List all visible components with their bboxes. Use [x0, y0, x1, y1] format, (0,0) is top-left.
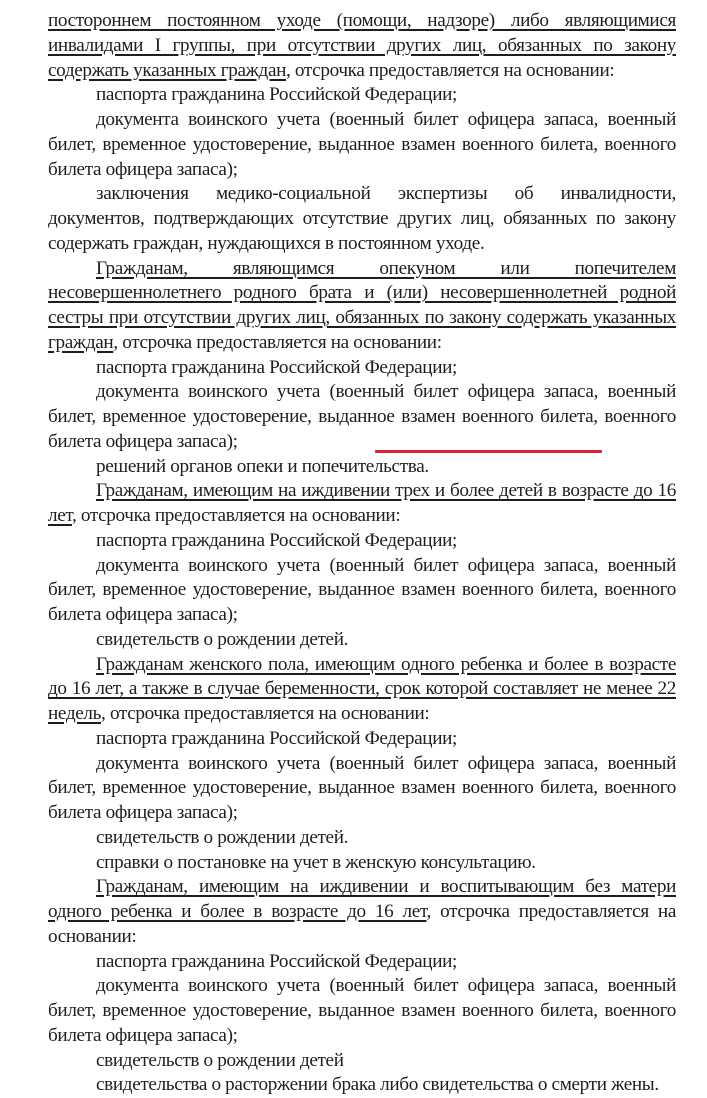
list-item: паспорта гражданина Российской Федерации;: [96, 84, 458, 106]
paragraph-rest: , отсрочка предоставляется на основании:: [101, 703, 430, 724]
list-item: свидетельств о рождении детей: [96, 1049, 344, 1071]
paragraph-single-father: [48, 875, 676, 949]
list-item: заключения медико-социальной экспертизы об инвалидности, документов, подтверждающих отсутствие других лиц, обязанных по закону содержать граждан, нуждающихся в постоянном уходе.: [48, 183, 676, 254]
paragraph-guardian: [48, 257, 676, 356]
list-item: свидетельства о расторжении брака либо свидетельства о смерти жены.: [96, 1074, 659, 1096]
paragraph-disabled-care: [48, 9, 676, 83]
list-item: документа воинского учета (военный билет офицера запаса, военный билет, временное удостоверение, выданное взамен военного билета, военного билета офицера запаса);: [48, 752, 676, 823]
paragraph-female-citizens: [48, 653, 676, 727]
paragraph-rest: , отсрочка предоставляется на основании:: [286, 59, 615, 81]
list-item: документа воинского учета (военный билет офицера запаса, военный билет, временное удостоверение, выданное взамен военного билета, военного билета офицера запаса);: [48, 109, 676, 180]
paragraph-rest: , отсрочка предоставляется на основании:: [71, 505, 401, 526]
paragraph-rest: , отсрочка предоставляется на основании:: [48, 901, 676, 947]
list-item: свидетельств о рождении детей.: [96, 826, 349, 848]
list-item: паспорта гражданина Российской Федерации;: [96, 950, 458, 972]
list-item: паспорта гражданина Российской Федерации;: [96, 727, 458, 749]
paragraph-rest: , отсрочка предоставляется на основании:: [113, 331, 442, 353]
list-item: паспорта гражданина Российской Федерации;: [96, 529, 458, 551]
list-item: документа воинского учета (военный билет офицера запаса, военный билет, временное удостоверение, выданное взамен военного билета, военного билета офицера запаса);: [48, 975, 676, 1046]
list-item: паспорта гражданина Российской Федерации;: [96, 356, 458, 378]
red-highlight-underline: [375, 450, 602, 453]
list-item: решений органов опеки и попечительства.: [96, 455, 429, 477]
underlined-condition: Гражданам, имеющим на иждивении трех и более детей в возрасте до 16 лет: [48, 480, 676, 526]
list-item: справки о постановке на учет в женскую консультацию.: [96, 851, 536, 873]
underlined-condition: Гражданам, имеющим на иждивении и воспитывающим без матери одного ребенка и более в возрасте до 16 лет: [48, 876, 676, 922]
list-item: свидетельств о рождении детей.: [96, 628, 349, 650]
underlined-condition: Гражданам женского пола, имеющим одного ребенка и более в возрасте до 16 лет, а также в случае беременности, срок которой составляет не менее 22 недель: [48, 653, 676, 724]
list-item: документа воинского учета (военный билет офицера запаса, военный билет, временное удостоверение, выданное взамен военного билета, военного билета офицера запаса);: [48, 381, 676, 452]
list-item: документа воинского учета (военный билет офицера запаса, военный билет, временное удостоверение, выданное взамен военного билета, военного билета офицера запаса);: [48, 554, 676, 625]
underlined-condition: постороннем постоянном уходе (помощи, надзоре) либо являющимися инвалидами I группы, при отсутствии других лиц, обязанных по закону содержать указанных граждан: [48, 10, 676, 81]
document-page: [48, 9, 676, 1098]
underlined-condition: Гражданам, являющимся опекуном или попечителем несовершеннолетнего родного брата и (или) несовершеннолетней родной сестры при отсутствии других лиц, обязанных по закону содержать указанных граждан: [48, 257, 676, 353]
paragraph-three-children: [48, 479, 676, 529]
